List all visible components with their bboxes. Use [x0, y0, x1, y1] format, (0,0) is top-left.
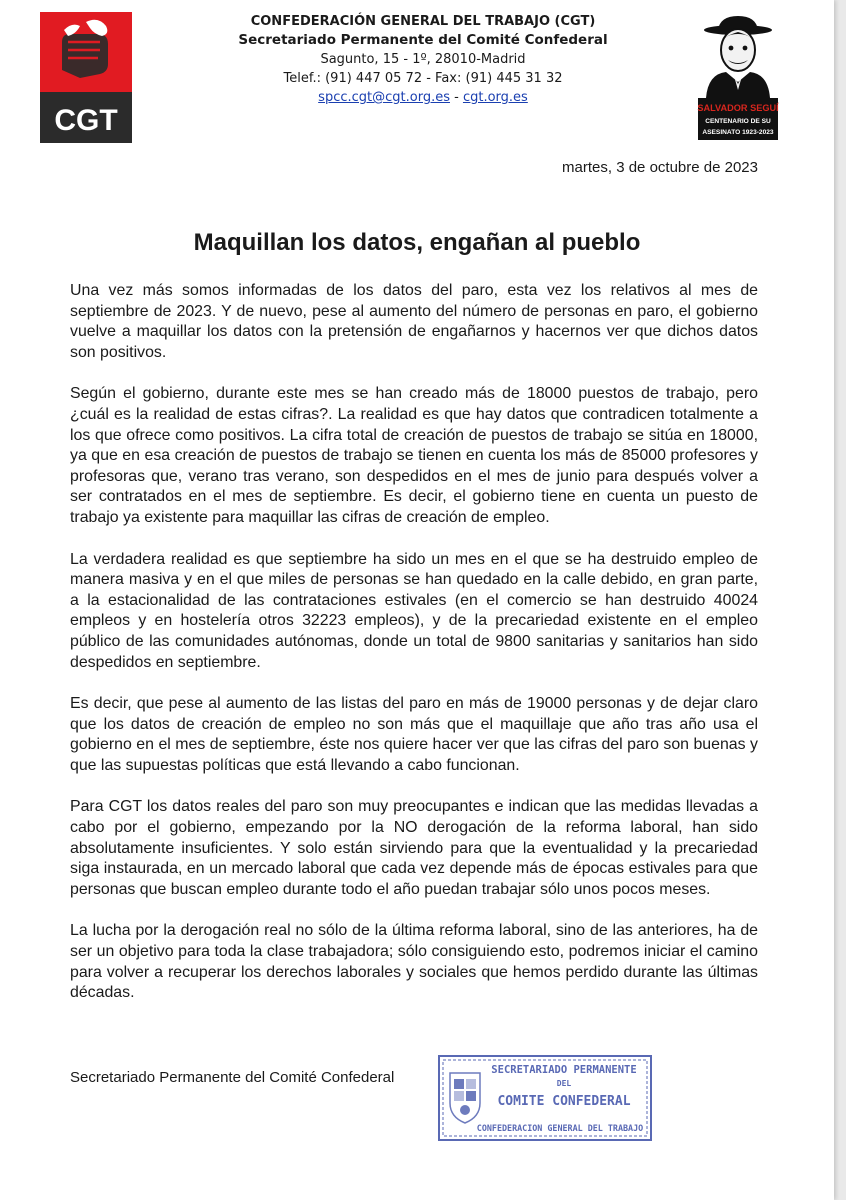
paragraph: La verdadera realidad es que septiembre ha sido un mes en el que se ha destruido empleo de manera masiva y en el que miles de personas se han quedado en la calle debido, en gran parte, a la estacionalidad de las contrataciones estivales (en el comercio se han destruido 40024 empleos y en hostelería otros 32223 empleos), y de la precariedad existente en el empleo público de las comunidades autónomas, donde un total de 9800 sanitarias y sanitarios han sido despedidos en septiembre.	[70, 550, 758, 671]
stamp-line-1: SECRETARIADO PERMANENTE	[491, 1064, 637, 1076]
stamp-line-3: COMITE CONFEDERAL	[497, 1094, 631, 1109]
paragraph: Una vez más somos informadas de los datos del paro, esta vez los relativos al mes de septiembre de 2023. Y de nuevo, pese al aumento del número de personas en paro, el gobierno vuelve a maquillar los datos con la pretensión de engañarnos y hacernos ver que dichos datos son positivos.	[70, 282, 758, 361]
badge-line-2: CENTENARIO DE SU	[705, 118, 771, 125]
official-stamp	[436, 1053, 654, 1143]
paragraph: Para CGT los datos reales del paro son muy preocupantes e indican que las medidas llevadas a cabo por el gobierno, empezando por la NO derogación de la reforma laboral, han sido absolutamente insuficientes. Y solo están sirviendo para que la eventualidad y la precariedad siga instaurada, en un mercado laboral que cada vez depende más de épocas estivales para que personas que buscan empleo durante todo el año puedan trabajar sólo unos pocos meses.	[70, 798, 758, 898]
paragraph: La lucha por la derogación real no sólo de la última reforma laboral, sino de las anteriores, ha de ser un objetivo para toda la clase trabajadora; sólo consiguiendo esto, podremos iniciar el camino para volver a recuperar los derechos laborales y sociales que hemos perdido durante las últimas décadas.	[70, 922, 758, 1002]
signature: Secretariado Permanente del Comité Confederal	[70, 1069, 395, 1086]
document-title: Maquillan los datos, engañan al pueblo	[193, 229, 641, 256]
letterhead	[168, 12, 678, 107]
address: Sagunto, 15 - 1º, 28010-Madrid	[320, 52, 526, 67]
website-link[interactable]: cgt.org.es	[462, 90, 528, 105]
paragraph: Es decir, que pese al aumento de las listas del paro en más de 19000 personas y de dejar claro que los datos de creación de empleo no son más que el maquillaje que año tras año usa el gobierno en el mes de septiembre, éste nos quiere hacer ver que las cifras del paro son buenas y que las supuestas políticas que está llevando a cabo funcionan.	[70, 695, 758, 774]
portrait-icon	[704, 16, 772, 98]
stamp-line-2: DEL	[556, 1079, 572, 1088]
document-body	[70, 281, 758, 1025]
shield-icon	[450, 1073, 480, 1123]
logo-text: CGT	[54, 104, 118, 137]
document-date: martes, 3 de octubre de 2023	[562, 159, 758, 176]
stamp-line-4: CONFEDERACION GENERAL DEL TRABAJO	[476, 1123, 644, 1133]
secretariat-name: Secretariado Permanente del Comité Confederal	[238, 32, 608, 48]
cgt-logo	[40, 12, 132, 143]
salvador-segui-badge	[696, 14, 780, 142]
badge-line-3: ASESINATO 1923-2023	[702, 129, 774, 136]
contact-links	[168, 88, 678, 107]
email-link[interactable]: spcc.cgt@cgt.org.es	[318, 90, 450, 105]
org-name: CONFEDERACIÓN GENERAL DEL TRABAJO (CGT)	[250, 14, 596, 29]
paragraph: Según el gobierno, durante este mes se han creado más de 18000 puestos de trabajo, pero ¿cuál es la realidad de estas cifras?. La realidad es que hay datos que contradicen totalmente a los que ofrece como positivos. La cifra total de creación de puestos de trabajo se sitúa en 18000, ya que en esa creación de puestos de trabajo se tienen en cuenta los más de 85000 profesores y profesoras que, verano tras verano, son despedidos en el mes de junio para después volver a ser contratados en el mes de septiembre. Es decir, el gobierno tiene en cuenta un puesto de trabajo ya existente para maquillar las cifras de creación de empleo.	[70, 385, 758, 526]
badge-line-1: SALVADOR SEGUÍ	[697, 103, 779, 113]
link-separator: -	[449, 90, 463, 105]
phone-fax: Telef.: (91) 447 05 72 - Fax: (91) 445 31 32	[283, 71, 563, 86]
